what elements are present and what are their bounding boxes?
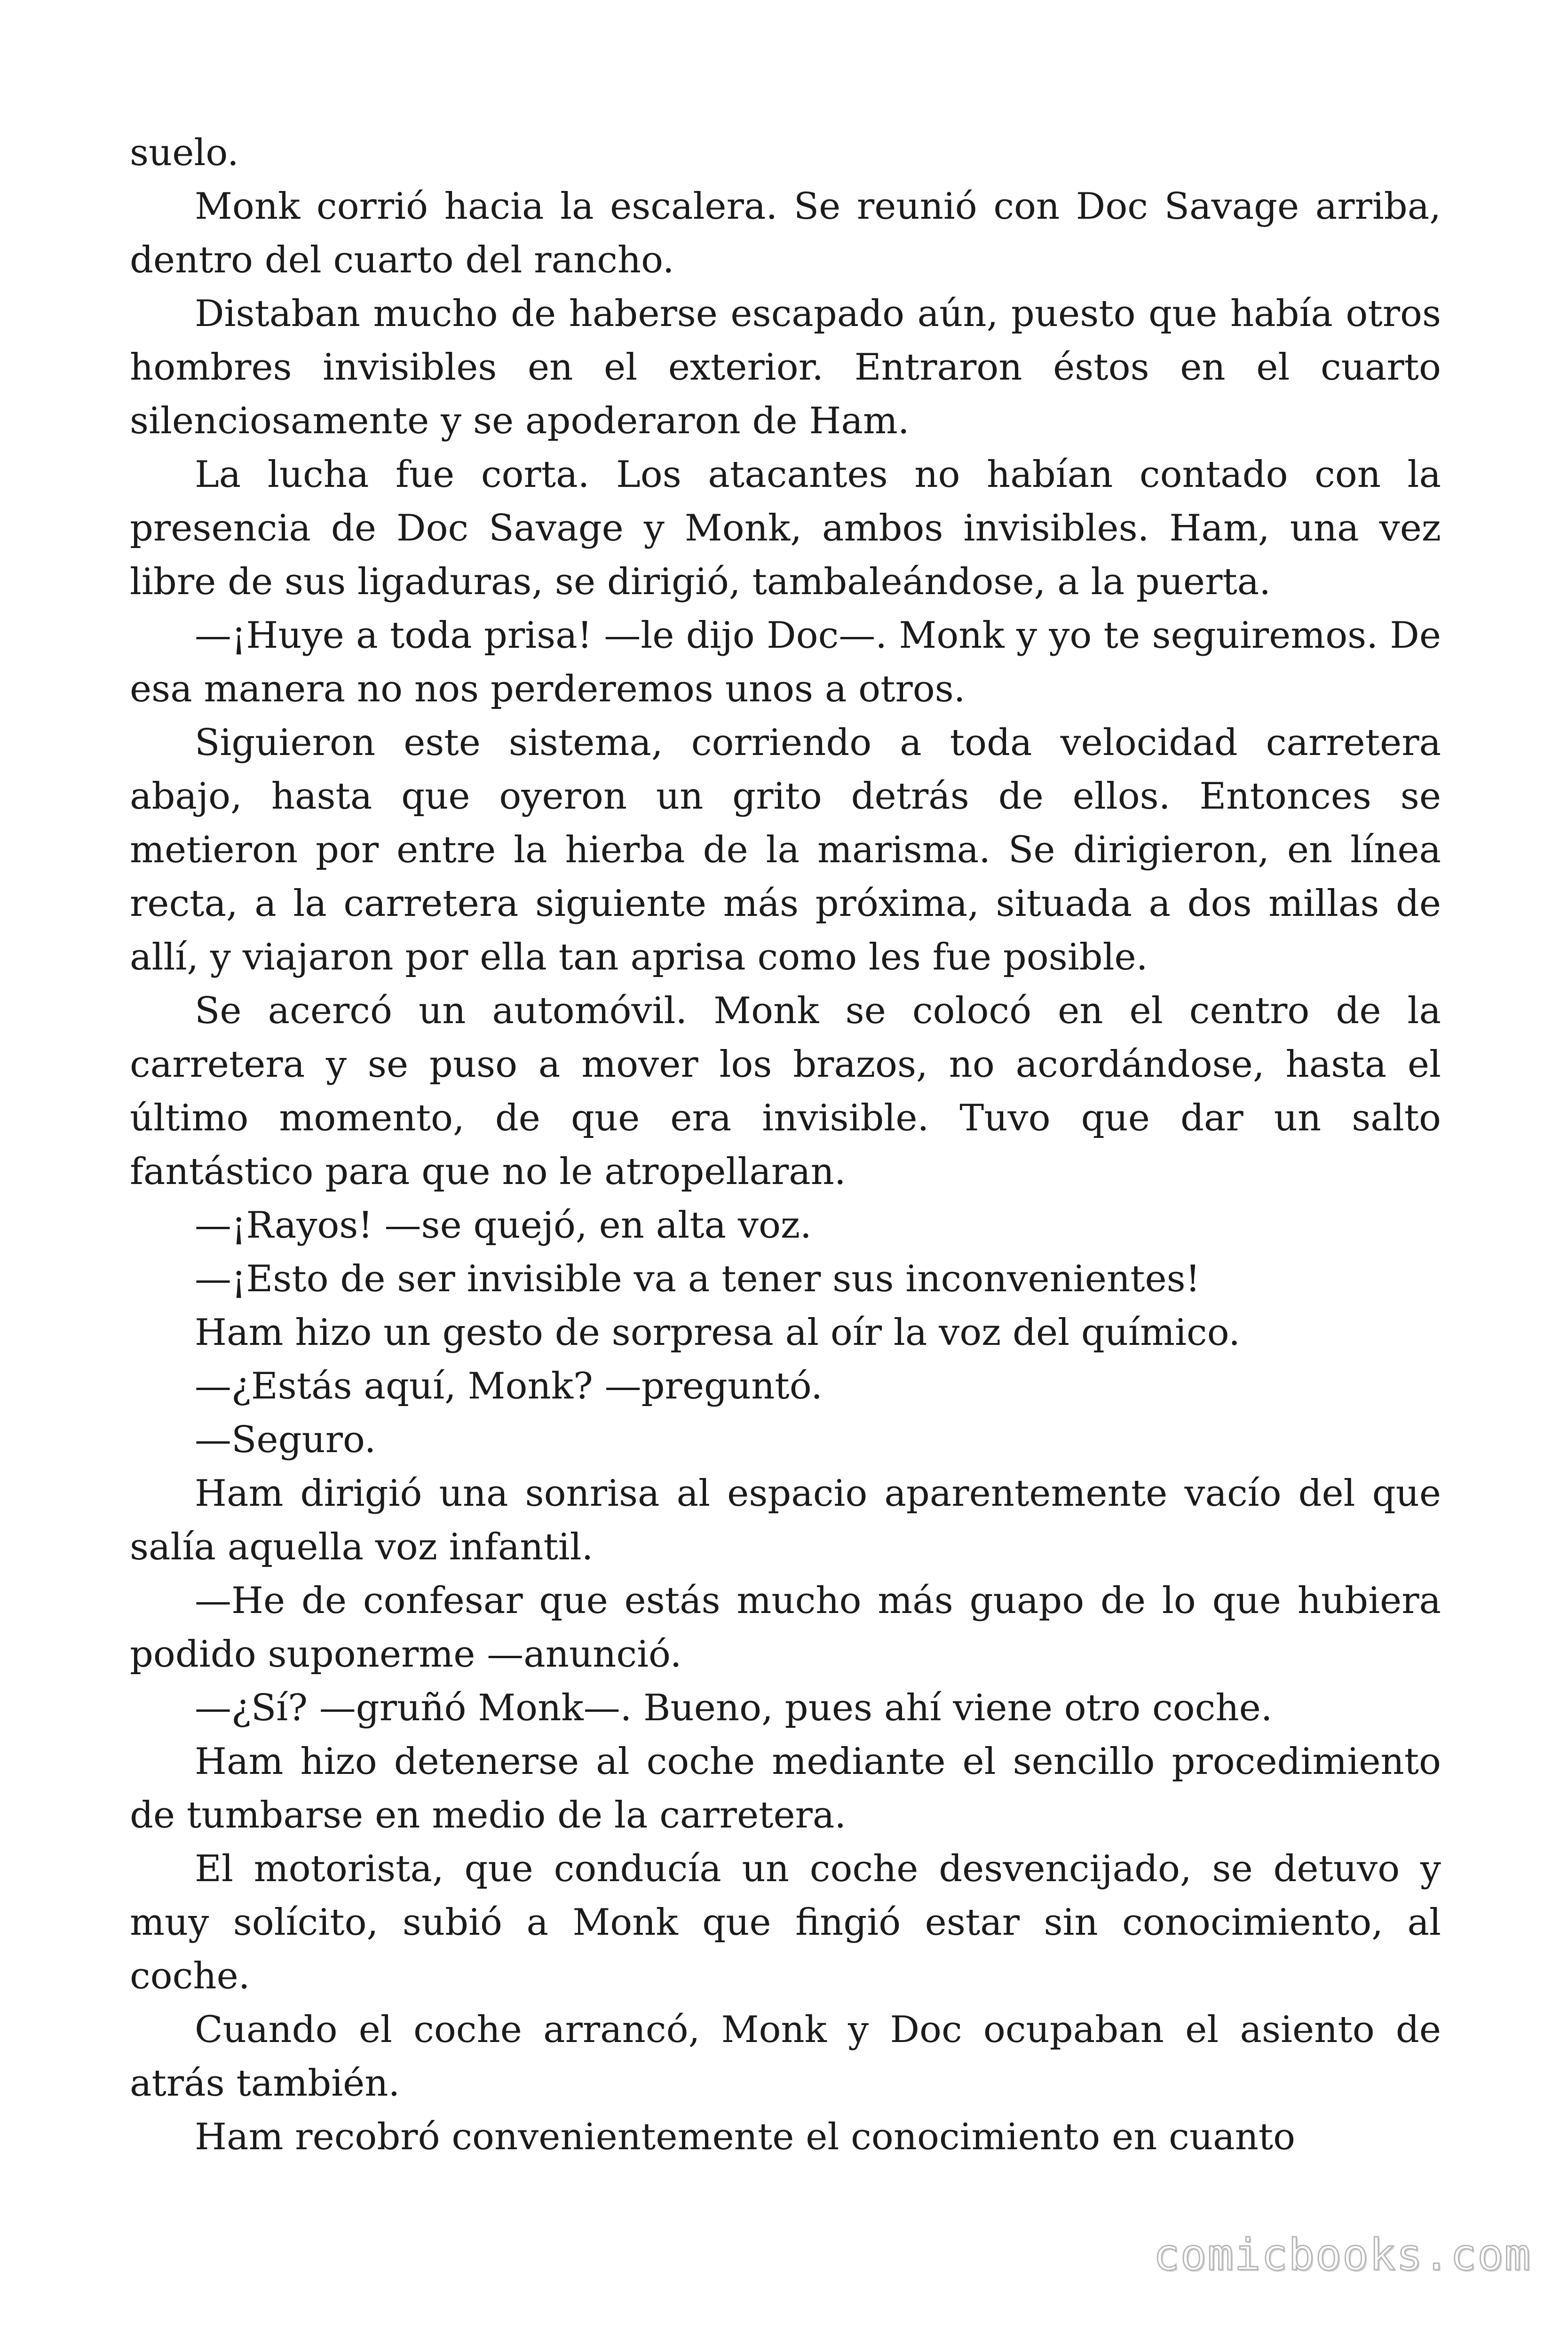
body-text (130, 126, 1441, 2164)
paragraph: —¡Huye a toda prisa! —le dijo Doc—. Monk y yo te seguiremos. De esa manera no nos perderemos unos a otros. (130, 614, 1441, 710)
paragraph: —¿Estás aquí, Monk? —preguntó. (195, 1365, 823, 1407)
paragraph: Cuando el coche arrancó, Monk y Doc ocupaban el asiento de atrás también. (130, 2009, 1441, 2105)
paragraph: —¡Esto de ser invisible va a tener sus inconvenientes! (195, 1258, 1201, 1300)
paragraph: Siguieron este sistema, corriendo a toda velocidad carretera abajo, hasta que oyeron un grito detrás de ellos. Entonces se metieron por entre la hierba de la marisma. Se dirigieron, en línea recta, a la carretera siguiente más próxima, situada a dos millas de allí, y viajaron por ella tan aprisa como les fue posible. (130, 722, 1441, 978)
paragraph: suelo. (130, 132, 239, 174)
paragraph: El motorista, que conducía un coche desvencijado, se detuvo y muy solícito, subió a Monk que fingió estar sin conocimiento, al coche. (130, 1848, 1441, 1997)
paragraph: —¿Sí? —gruñó Monk—. Bueno, pues ahí viene otro coche. (195, 1687, 1273, 1729)
paragraph: —¡Rayos! —se quejó, en alta voz. (195, 1204, 812, 1247)
site-watermark: comicbooks.com (1153, 2230, 1531, 2280)
paragraph: La lucha fue corta. Los atacantes no habían contado con la presencia de Doc Savage y Monk, ambos invisibles. Ham, una vez libre de sus ligaduras, se dirigió, tambaleándose, a la puerta. (130, 453, 1441, 603)
paragraph: Ham hizo un gesto de sorpresa al oír la voz del químico. (195, 1311, 1240, 1354)
paragraph: —He de confesar que estás mucho más guapo de lo que hubiera podido suponerme —anunció. (130, 1580, 1441, 1676)
paragraph: Ham hizo detenerse al coche mediante el sencillo procedimiento de tumbarse en medio de la carretera. (130, 1740, 1441, 1836)
paragraph: Monk corrió hacia la escalera. Se reunió con Doc Savage arriba, dentro del cuarto del rancho. (130, 185, 1441, 281)
paragraph: Se acercó un automóvil. Monk se colocó en el centro de la carretera y se puso a mover los brazos, no acordándose, hasta el último momento, de que era invisible. Tuvo que dar un salto fantástico para que no le atropellaran. (130, 990, 1441, 1193)
paragraph: Distaban mucho de haberse escapado aún, puesto que había otros hombres invisibles en el exterior. Entraron éstos en el cuarto silenciosamente y se apoderaron de Ham. (130, 293, 1441, 442)
paragraph: Ham recobró convenientemente el conocimiento en cuanto (195, 2116, 1296, 2158)
paragraph: Ham dirigió una sonrisa al espacio aparentemente vacío del que salía aquella voz infantil. (130, 1472, 1441, 1568)
paragraph: —Seguro. (195, 1419, 376, 1461)
